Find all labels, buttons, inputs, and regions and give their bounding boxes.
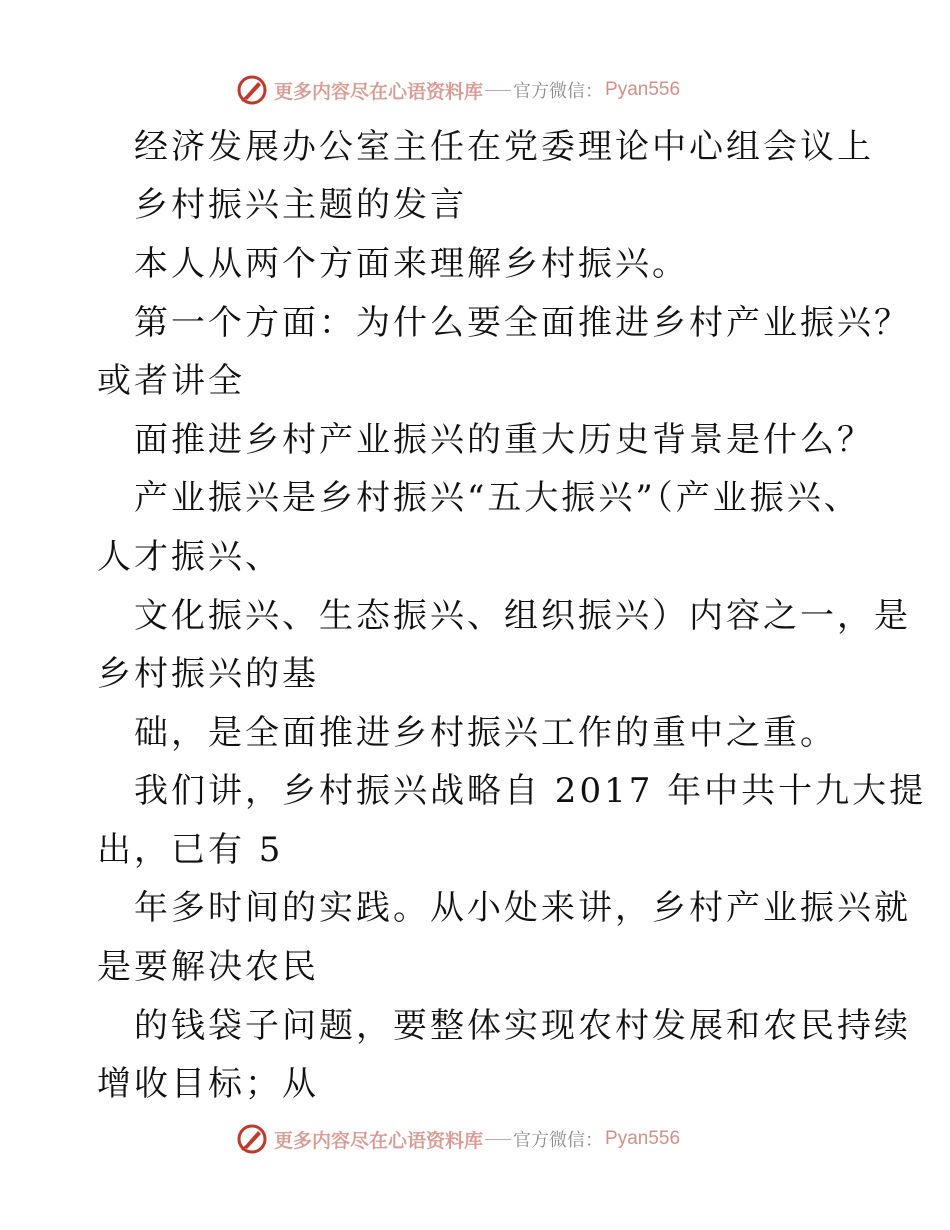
paragraph-line: 乡村振兴的基 — [97, 654, 319, 694]
paragraph-line: 本人从两个方面来理解乡村振兴。 — [134, 244, 689, 284]
paragraph-line: 年多时间的实践。从小处来讲，乡村产业振兴就 — [134, 888, 911, 928]
feather-pen-logo-icon — [236, 74, 268, 106]
document-title-line-2: 乡村振兴主题的发言 — [134, 185, 467, 225]
footer-banner — [236, 1122, 680, 1156]
paragraph-line: 础，是全面推进乡村振兴工作的重中之重。 — [134, 713, 837, 753]
header-banner — [236, 73, 680, 107]
paragraph-line: 是要解决农民 — [97, 947, 319, 987]
paragraph-line: 第一个方面：为什么要全面推进乡村产业振兴？ — [134, 303, 911, 343]
paragraph-line: 出，已有 5 — [97, 830, 284, 870]
banner-wechat-label: 官方微信： — [513, 81, 604, 102]
banner-wechat-id: Pyan556 — [605, 79, 681, 100]
feather-pen-logo-icon — [236, 1123, 268, 1155]
paragraph-line: 的钱袋子问题，要整体实现农村发展和农民持续 — [134, 1006, 911, 1046]
banner-divider — [485, 1139, 511, 1140]
document-title-line-1: 经济发展办公室主任在党委理论中心组会议上 — [134, 127, 874, 167]
paragraph-line: 面推进乡村产业振兴的重大历史背景是什么？ — [134, 420, 874, 460]
banner-promo-text: 更多内容尽在心语资料库 — [274, 80, 484, 103]
banner-promo-text: 更多内容尽在心语资料库 — [274, 1129, 484, 1152]
paragraph-line: 人才振兴、 — [97, 537, 282, 577]
paragraph-line: 增收目标；从 — [97, 1064, 319, 1104]
paragraph-line: 文化振兴、生态振兴、组织振兴）内容之一，是 — [134, 596, 911, 636]
paragraph-line: 产业振兴是乡村振兴“五大振兴”（产业振兴、 — [134, 478, 861, 518]
banner-wechat-id: Pyan556 — [605, 1128, 681, 1149]
paragraph-line: 我们讲，乡村振兴战略自 2017 年中共十九大提 — [134, 771, 927, 811]
banner-divider — [485, 90, 511, 91]
banner-wechat-label: 官方微信： — [513, 1130, 604, 1151]
paragraph-line: 或者讲全 — [97, 361, 245, 401]
